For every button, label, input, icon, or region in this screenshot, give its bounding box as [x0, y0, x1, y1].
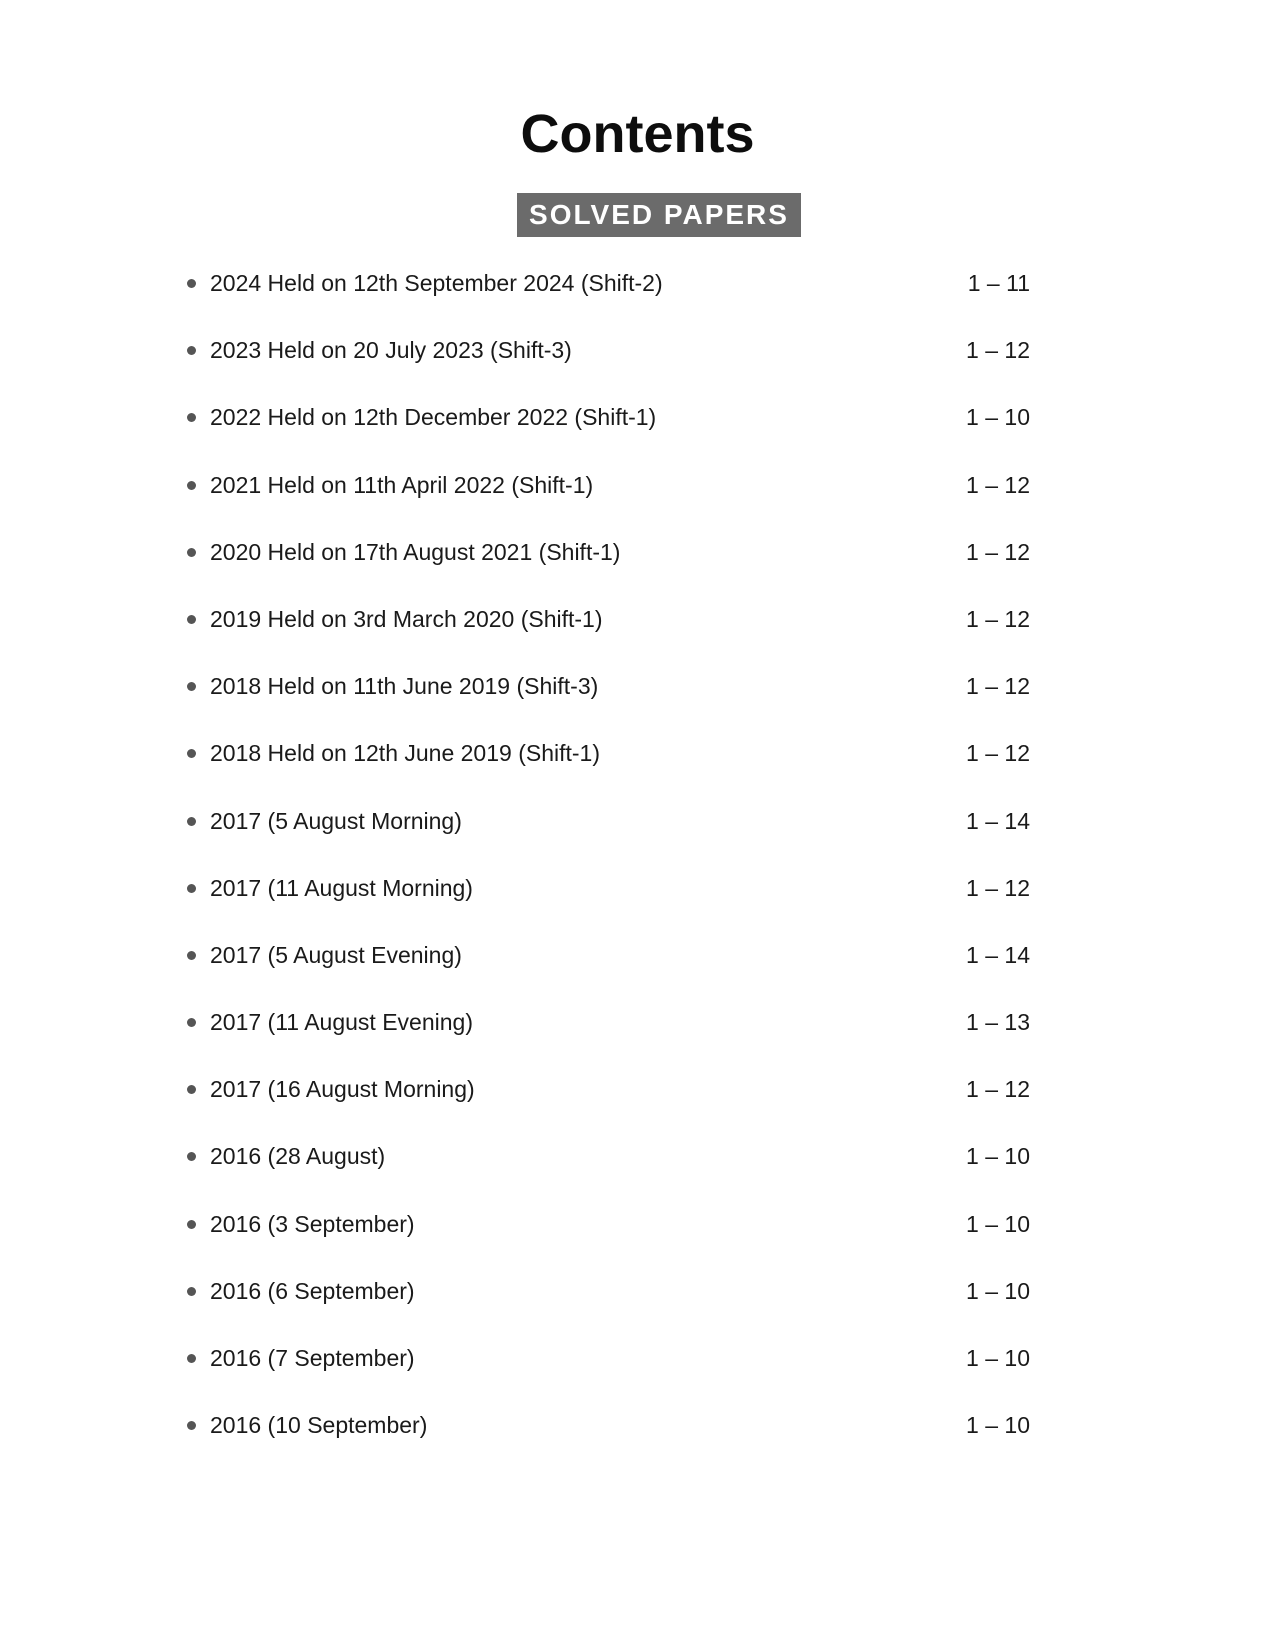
bullet-icon [187, 548, 196, 557]
bullet-icon [187, 1085, 196, 1094]
toc-entry-label: 2017 (11 August Evening) [210, 1009, 473, 1036]
toc-entry-label: 2022 Held on 12th December 2022 (Shift-1) [210, 404, 657, 431]
toc-entry [180, 598, 1030, 665]
toc-entry-label: 2017 (5 August Evening) [210, 941, 462, 968]
bullet-icon [187, 1421, 196, 1430]
bullet-icon [187, 1287, 196, 1296]
bullet-icon [187, 279, 196, 288]
toc-entry-pages: 1 – 12 [966, 538, 1030, 565]
toc-entry-pages: 1 – 10 [966, 1210, 1030, 1237]
toc-entry [180, 665, 1030, 732]
toc-entry [180, 867, 1030, 934]
toc-entry-pages: 1 – 10 [966, 1345, 1030, 1371]
toc-entry-label: 2016 (28 August) [210, 1143, 386, 1170]
toc-entry [180, 934, 1030, 1001]
toc-entry-pages: 1 – 12 [966, 874, 1030, 901]
toc-entry [180, 396, 1030, 463]
toc-entry-pages: 1 – 10 [966, 1143, 1030, 1170]
toc-entry-pages: 1 – 10 [966, 1412, 1030, 1439]
toc-entry-pages: 1 – 13 [966, 1009, 1030, 1036]
toc-entry-label: 2020 Held on 17th August 2021 (Shift-1) [210, 538, 621, 565]
toc-entry-label: 2016 (3 September) [210, 1210, 415, 1237]
toc-entry [180, 1337, 1030, 1404]
toc-entry-label: 2016 (10 September) [210, 1412, 428, 1439]
bullet-icon [187, 951, 196, 960]
toc-entry-label: 2017 (16 August Morning) [210, 1076, 475, 1103]
bullet-icon [187, 346, 196, 355]
toc-entry [180, 1404, 1030, 1471]
toc-entry [180, 1135, 1030, 1202]
toc-entry-label: 2023 Held on 20 July 2023 (Shift-3) [210, 337, 572, 364]
toc-entry [180, 732, 1030, 799]
toc-entry [180, 262, 1030, 329]
bullet-icon [187, 749, 196, 758]
toc-entry-label: 2016 (6 September) [210, 1277, 415, 1304]
toc-entry-pages: 1 – 12 [966, 605, 1030, 632]
toc-entry [180, 531, 1030, 598]
toc-entry [180, 1270, 1030, 1337]
toc-entry-pages: 1 – 10 [966, 404, 1030, 431]
toc-entry-pages: 1 – 12 [966, 337, 1030, 364]
toc-entry-label: 2021 Held on 11th April 2022 (Shift-1) [210, 471, 594, 498]
toc-entry-pages: 1 – 12 [966, 1076, 1030, 1103]
bullet-icon [187, 682, 196, 691]
bullet-icon [187, 1354, 196, 1363]
toc-entry-label: 2019 Held on 3rd March 2020 (Shift-1) [210, 605, 603, 632]
toc-entry-label: 2017 (5 August Morning) [210, 807, 462, 834]
page-title: Contents [520, 104, 755, 164]
toc-entry-label: 2018 Held on 12th June 2019 (Shift-1) [210, 740, 600, 767]
section-banner-wrap [0, 193, 1275, 237]
toc-entry-pages: 1 – 11 [967, 270, 1030, 296]
toc-entry-pages: 1 – 14 [966, 941, 1030, 968]
bullet-icon [187, 413, 196, 422]
toc-entry [180, 464, 1030, 531]
toc-entry [180, 1001, 1030, 1068]
toc-entry-label: 2016 (7 September) [210, 1345, 415, 1371]
table-of-contents [180, 262, 1030, 1471]
toc-entry-pages: 1 – 12 [966, 471, 1030, 498]
bullet-icon [187, 1220, 196, 1229]
toc-entry-pages: 1 – 12 [966, 740, 1030, 767]
section-banner: SOLVED PAPERS [517, 193, 801, 237]
bullet-icon [187, 1018, 196, 1027]
toc-entry-label: 2017 (11 August Morning) [210, 874, 473, 901]
bullet-icon [187, 481, 196, 490]
toc-entry-label: 2018 Held on 11th June 2019 (Shift-3) [210, 673, 599, 700]
bullet-icon [187, 884, 196, 893]
bullet-icon [187, 615, 196, 624]
toc-entry-label: 2024 Held on 12th September 2024 (Shift-2) [210, 270, 663, 296]
toc-entry [180, 800, 1030, 867]
toc-entry-pages: 1 – 14 [966, 807, 1030, 834]
toc-entry-pages: 1 – 12 [966, 673, 1030, 700]
bullet-icon [187, 1152, 196, 1161]
toc-entry-pages: 1 – 10 [966, 1277, 1030, 1304]
bullet-icon [187, 817, 196, 826]
toc-entry [180, 329, 1030, 396]
toc-entry [180, 1068, 1030, 1135]
toc-entry [180, 1203, 1030, 1270]
